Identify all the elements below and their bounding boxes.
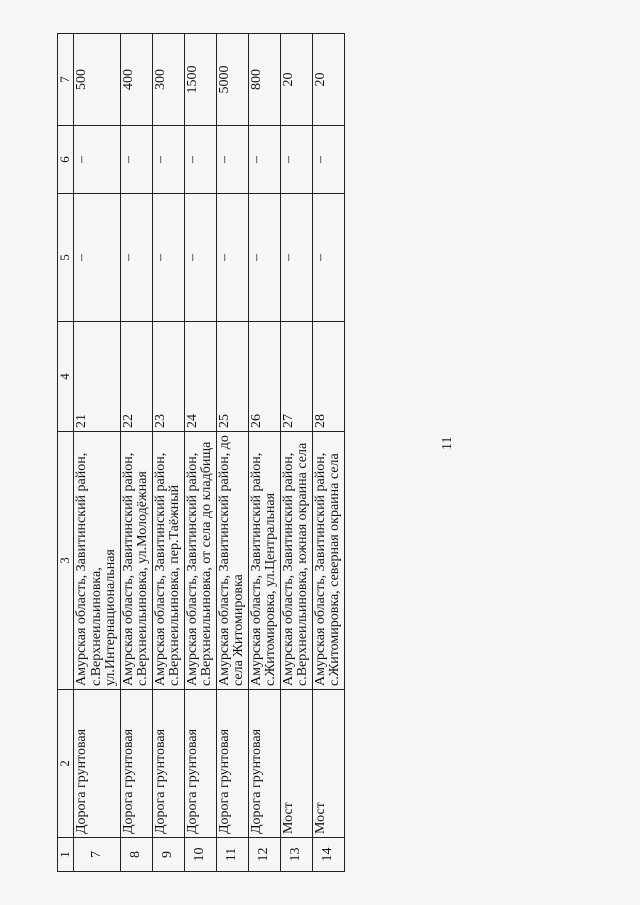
table-row (216, 34, 248, 872)
cell-col7: 400 (120, 34, 152, 126)
cell-col4: 24 (184, 322, 216, 432)
object-type: Дорога грунтовая (74, 690, 121, 838)
table-row (312, 34, 344, 872)
cell-col4: 27 (280, 322, 312, 432)
cell-col4: 21 (74, 322, 121, 432)
table-row (248, 34, 280, 872)
cell-col6: – (280, 126, 312, 194)
cell-col4: 25 (216, 322, 248, 432)
cell-col7: 20 (280, 34, 312, 126)
object-location: Амурская область, Завитинский район, с.Житомировка, северная окраина села (312, 432, 344, 690)
cell-col4: 28 (312, 322, 344, 432)
column-header: 7 (58, 34, 74, 126)
object-type: Дорога грунтовая (248, 690, 280, 838)
column-header: 5 (58, 194, 74, 322)
cell-col5: – (280, 194, 312, 322)
table-row (120, 34, 152, 872)
row-number: 13 (280, 838, 312, 872)
rotated-table-container (57, 34, 382, 872)
cell-col7: 500 (74, 34, 121, 126)
cell-col7: 20 (312, 34, 344, 126)
cell-col6: – (248, 126, 280, 194)
cell-col4: 23 (152, 322, 184, 432)
cell-col6: – (312, 126, 344, 194)
cell-col5: – (312, 194, 344, 322)
table-row (280, 34, 312, 872)
cell-col6: – (184, 126, 216, 194)
cell-col7: 5000 (216, 34, 248, 126)
row-number: 9 (152, 838, 184, 872)
table-row (184, 34, 216, 872)
cell-col6: – (216, 126, 248, 194)
cell-col6: – (120, 126, 152, 194)
cell-col4: 26 (248, 322, 280, 432)
column-header: 3 (58, 432, 74, 690)
row-number: 12 (248, 838, 280, 872)
object-type: Мост (312, 690, 344, 838)
header-row (58, 34, 74, 872)
column-header: 4 (58, 322, 74, 432)
cell-col6: – (74, 126, 121, 194)
row-number: 8 (120, 838, 152, 872)
object-location: Амурская область, Завитинский район, с.Житомировка, ул.Центральная (248, 432, 280, 690)
object-location: Амурская область, Завитинский район, до села Житомировка (216, 432, 248, 690)
table-row (74, 34, 121, 872)
cell-col5: – (74, 194, 121, 322)
object-location: Амурская область, Завитинский район, с.Верхнеильиновка, от села до кладбища (184, 432, 216, 690)
row-number: 14 (312, 838, 344, 872)
object-location: Амурская область, Завитинский район, с.Верхнеильиновка, ул.Интернациональная (74, 432, 121, 690)
row-number: 7 (74, 838, 121, 872)
object-type: Дорога грунтовая (184, 690, 216, 838)
cell-col5: – (184, 194, 216, 322)
object-type: Мост (280, 690, 312, 838)
object-type: Дорога грунтовая (120, 690, 152, 838)
cell-col5: – (248, 194, 280, 322)
cell-col5: – (152, 194, 184, 322)
column-header: 1 (58, 838, 74, 872)
object-location: Амурская область, Завитинский район, с.Верхнеильиновка, ул.Молодёжная (120, 432, 152, 690)
column-header: 2 (58, 690, 74, 838)
cell-col6: – (152, 126, 184, 194)
page-number: 11 (440, 436, 455, 450)
cell-col5: – (120, 194, 152, 322)
column-header: 6 (58, 126, 74, 194)
cell-col4: 22 (120, 322, 152, 432)
cell-col7: 800 (248, 34, 280, 126)
row-number: 11 (216, 838, 248, 872)
object-type: Дорога грунтовая (152, 690, 184, 838)
row-number: 10 (184, 838, 216, 872)
object-location: Амурская область, Завитинский район, с.Верхнеильиновка, пер.Таёжный (152, 432, 184, 690)
cell-col7: 1500 (184, 34, 216, 126)
cell-col5: – (216, 194, 248, 322)
table-row (152, 34, 184, 872)
cell-col7: 300 (152, 34, 184, 126)
infrastructure-table (57, 33, 345, 872)
object-location: Амурская область, Завитинский район, с.Верхнеильиновка, южная окраина села (280, 432, 312, 690)
object-type: Дорога грунтовая (216, 690, 248, 838)
